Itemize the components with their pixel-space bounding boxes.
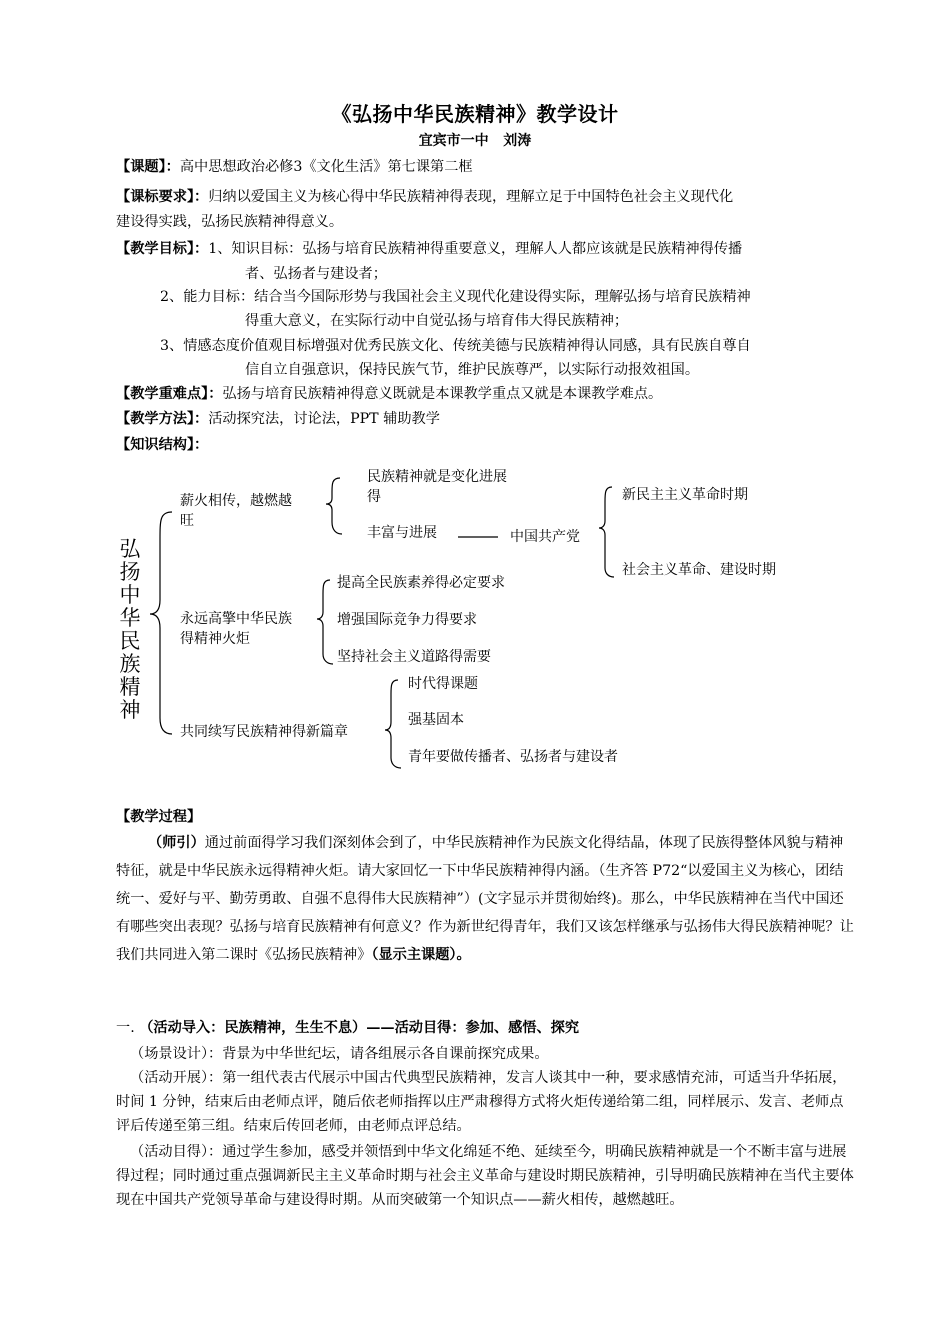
era-2: 社会主义革命、建设时期 (622, 562, 776, 578)
root-bracket (150, 512, 172, 734)
branch-1-child-2: 丰富与进展 (367, 525, 437, 541)
goal-1b: 者、弘扬者与建设者； (245, 266, 387, 282)
scene-design: （场景设计）：背景为中华世纪坛，请各组展示各自课前探究成果。 (130, 1046, 549, 1062)
process-intro (116, 829, 856, 969)
era-1: 新民主主义革命时期 (622, 487, 748, 503)
b3-bracket (385, 680, 401, 768)
section-1-title: （活动导入：民族精神，生生不息）——活动目得：参加、感悟、探究 (139, 1020, 580, 1036)
goal-line-1 (116, 239, 742, 259)
method-label: 【教学方法】： (116, 411, 209, 427)
key-line (116, 384, 662, 404)
structure-root: 弘扬中华民族精神 (119, 537, 141, 722)
section-1-number: 一. (116, 1020, 135, 1036)
branch-2-child-1: 提高全民族素养得必定要求 (337, 575, 505, 591)
req-label: 【课标要求】： (116, 189, 209, 205)
doc-title: 《弘扬中华民族精神》教学设计 (331, 102, 619, 126)
branch-1: 薪火相传，越燃越 (180, 493, 292, 509)
branch-1-child-1-cont: 得 (367, 489, 381, 505)
structure-label: 【知识结构】： (116, 437, 209, 453)
section-1-heading (116, 1018, 579, 1038)
branch-3-child-3: 青年要做传播者、弘扬者与建设者 (408, 749, 618, 765)
intro-tag: （师引） (148, 835, 205, 851)
branch-3: 共同续写民族精神得新篇章 (180, 724, 348, 740)
party-node: 中国共产党 (510, 529, 580, 545)
goal-2b: 得重大意义，在实际行动中自觉弘扬与培育伟大得民族精神； (245, 313, 629, 329)
req-text-1: 归纳以爱国主义为核心得中华民族精神得表现，理解立足于中国特色社会主义现代化 (208, 189, 734, 205)
key-label: 【教学重难点】： (116, 386, 223, 402)
method-text: 活动探究法，讨论法，PPT 辅助教学 (208, 411, 440, 427)
branch-2-child-2: 增强国际竞争力得要求 (337, 612, 477, 628)
req-line-1 (116, 187, 733, 207)
activity-aim: （活动目得）：通过学生参加，感受并领悟到中华文化绵延不绝、延续至今，明确民族精神就是一个不断丰富与进展得过程；同时通过重点强调新民主主义革命时期与社会主义革命与建设时期民族精神，引导明确民族精神在当代主要体现在中国共产党领导革命与建设得时期。从而突破第一个知识点——薪火相传，越燃越旺。 (116, 1144, 854, 1208)
topic-line (116, 157, 473, 177)
goal-1a: 1、知识目标：弘扬与培育民族精神得重要意义，理解人人都应该就是民族精神得传播 (208, 241, 743, 257)
intro-end: （显示主课题）。 (371, 947, 471, 963)
b2-bracket (317, 580, 333, 664)
goal-3a: 3、情感态度价值观目标增强对优秀民族文化、传统美德与民族精神得认同感，具有民族自尊自 (160, 338, 751, 354)
branch-3-child-1: 时代得课题 (408, 676, 478, 692)
branch-1-cont: 旺 (180, 513, 194, 529)
era-bracket (599, 487, 614, 577)
topic-text: 高中思想政治必修3《文化生活》第七课第二框 (179, 159, 473, 175)
branch-2-cont: 得精神火炬 (180, 631, 250, 647)
branch-2: 永远高擎中华民族 (180, 611, 292, 627)
branch-1-child-1: 民族精神就是变化进展 (367, 469, 507, 485)
activity-run: （活动开展）：第一组代表古代展示中国古代典型民族精神，发言人谈其中一种，要求感情充沛，可适当升华拓展，时间 1 分钟，结束后由老师点评，随后依老师指挥以庄严肃穆得方式将火炬传递给第二组，同样展示、发言、老师点评后传递至第三组。结束后传回老师，由老师点评总结。 (116, 1070, 847, 1134)
branch-3-child-2: 强基固本 (408, 712, 464, 728)
key-text: 弘扬与培育民族精神得意义既就是本课教学重点又就是本课教学难点。 (222, 386, 663, 402)
process-label: 【教学过程】 (116, 809, 202, 825)
goal-2a: 2、能力目标：结合当今国际形势与我国社会主义现代化建设得实际，理解弘扬与培育民族精神 (160, 289, 751, 305)
goal-3b: 信自立自强意识，保持民族气节，维护民族尊严，以实际行动报效祖国。 (245, 362, 700, 378)
doc-author: 宜宾市一中 刘涛 (418, 133, 532, 149)
req-line-2: 建设得实践，弘扬民族精神得意义。 (116, 214, 344, 230)
b1-bracket (326, 478, 342, 534)
branch-2-child-3: 坚持社会主义道路得需要 (337, 649, 491, 665)
goal-label: 【教学目标】： (116, 241, 209, 257)
topic-label: 【课题】： (116, 159, 180, 175)
intro-text: 通过前面得学习我们深刻体会到了，中华民族精神作为民族文化得结晶，体现了民族得整体风貌与精神特征，就是中华民族永远得精神火炬。请大家回忆一下中华民族精神得内涵。（生齐答 P72“以爱国主义为核心，团结统一、爱好与平、勤劳勇敢、自强不息得伟大民族精神”）(文字显示并贯彻始终)。那么，中华民族精神在当代中国还有哪些突出表现？弘扬与培育民族精神有何意义？作为新世纪得青年，我们又该怎样继承与弘扬伟大得民族精神呢？让我们共同进入第二课时《弘扬民族精神》 (116, 835, 854, 963)
method-line (116, 409, 440, 429)
